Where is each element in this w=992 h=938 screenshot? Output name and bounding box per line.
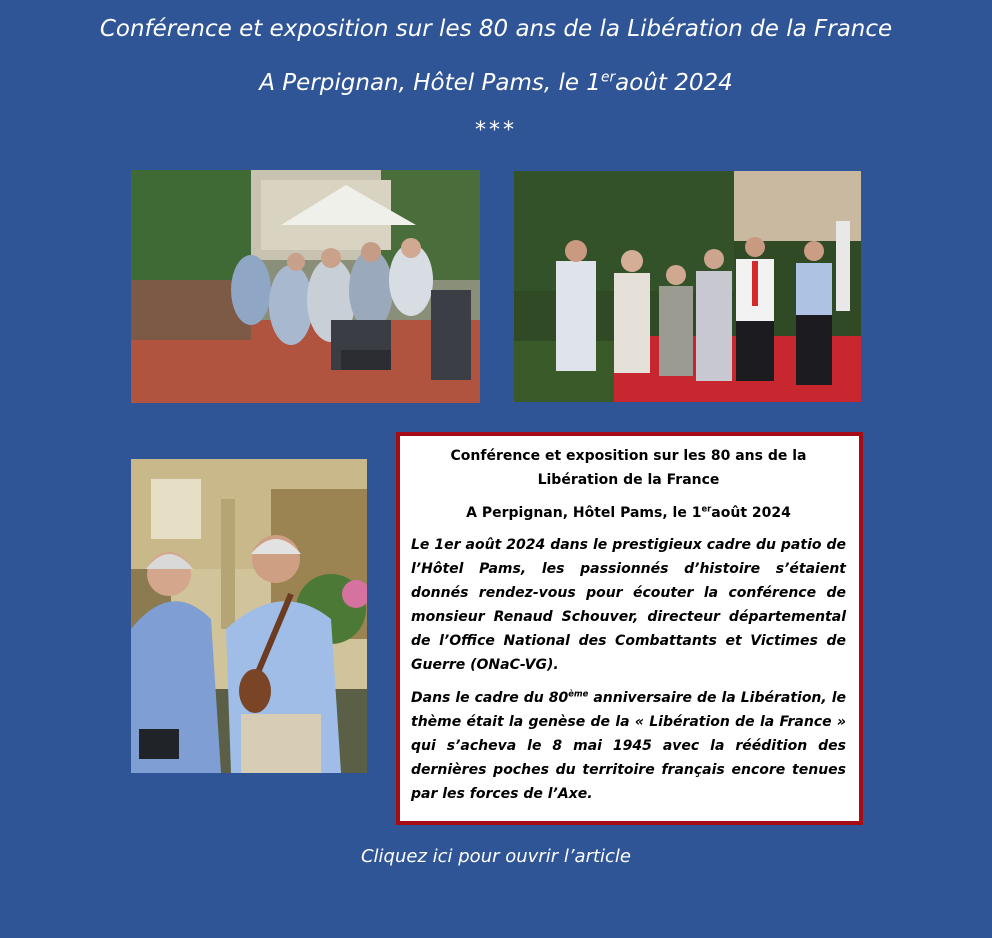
place-sup: er [600, 69, 616, 86]
event-place-date [0, 70, 992, 96]
card-paragraph-1: Le 1er août 2024 dans le prestigieux cadre du patio de l’Hôtel Pams, les passionnés d’histoire s’étaient donnés rendez-vous pour écouter la conférence de monsieur Renaud Schouver, directeur départemental de l’Office National des Combattants et Victimes de Guerre (ONaC-VG). [411, 537, 846, 673]
open-article-link[interactable]: Cliquez ici pour ouvrir l’article [360, 846, 632, 867]
place-prefix: A Perpignan, Hôtel Pams, le 1 [259, 70, 601, 96]
card-sub-suffix: août 2024 [711, 505, 791, 521]
card-paragraph-2 [411, 686, 846, 806]
para2-prefix: Dans le cadre du 80 [411, 690, 569, 706]
page-title: Conférence et exposition sur les 80 ans de la Libération de la France [99, 16, 893, 42]
para2-suffix: anniversaire de la Libération, le thème était la genèse de la « Libération de la France » qui s’acheva le 8 mai 1945 avec la réédition des dernières poches du territoire français encore tenues par les forces de l’Axe. [411, 690, 847, 802]
article-card [396, 432, 863, 825]
para2-sup: ème [568, 688, 589, 699]
card-title: Conférence et exposition sur les 80 ans de la Libération de la France [450, 448, 807, 488]
two-men-photo [131, 459, 367, 773]
card-sub-sup: er [701, 503, 712, 514]
separator: *** [475, 118, 517, 143]
audience-photo [131, 170, 480, 403]
place-suffix: août 2024 [615, 70, 733, 96]
group-photo [514, 171, 861, 402]
card-subtitle [411, 501, 846, 525]
card-sub-prefix: A Perpignan, Hôtel Pams, le 1 [466, 505, 702, 521]
